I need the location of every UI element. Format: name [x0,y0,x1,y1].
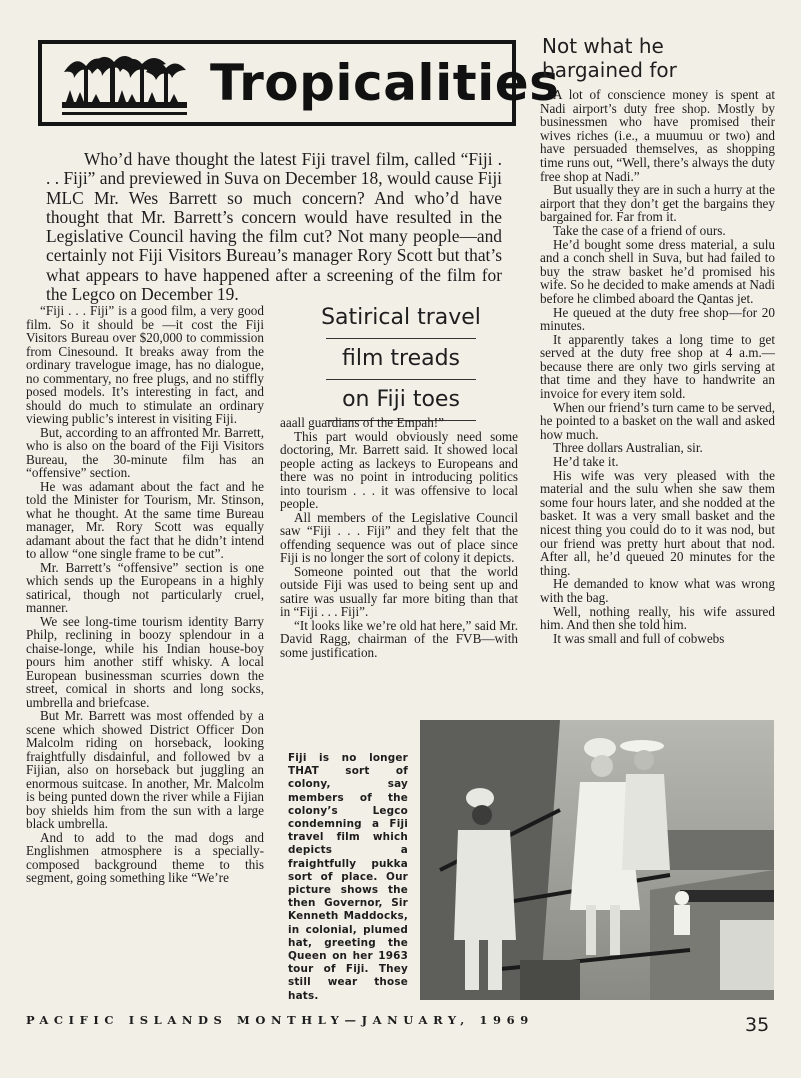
story-headline-bargain: Not what he bargained for [542,34,677,82]
paragraph: He demanded to know what was wrong with the bag. [540,576,775,605]
paragraph: “It looks like we’re old hat here,” said Mr. David Ragg, chairman of the FVB—with some justification. [280,617,518,660]
page-number: 35 [745,1014,770,1036]
publication-footer: PACIFIC ISLANDS MONTHLY—JANUARY, 1969 [26,1013,534,1027]
photo-caption: Fiji is no longer THAT sort of colony, say members of the colony’s Legco condemning a Fiji travel film which depicts a fraightfully pukka sort of place. Our picture shows the then Governor, Sir Kenneth Maddocks, in colonial, plumed hat, greeting the Queen on her 1963 tour of Fiji. They still wear those hats. [288,752,408,1002]
paragraph: Take the case of a friend of ours. [553,222,726,238]
paragraph: But, according to an affronted Mr. Barrett, who is also on the board of the Fiji Visitors Bureau, the 30-minute film has an “offensive” section. [26,424,264,480]
paragraph: Someone pointed out that the world outside Fiji was used to being sent up and satire was usually far more biting than that in “Fiji . . . Fiji”. [280,563,518,619]
masthead-box [38,40,560,126]
story-body-bargain [540,88,775,645]
story-body-mid [280,416,518,659]
headline-rule [326,338,476,339]
paragraph: He’d take it. [553,454,619,470]
paragraph: All members of the Legislative Council saw “Fiji . . . Fiji” and they felt that the offending sequence was out of place since Fiji is no longer the sort of colony it depicts. [280,509,518,565]
intro-paragraph: Who’d have thought the latest Fiji travel film, called “Fiji . . . Fiji” and previewed in Suva on December 18, would cause Fiji MLC Mr. Wes Barrett so much concern? And who’d have thought that Mr. Barrett’s concern would have resulted in the Legislative Council having the film cut? Not many people—and certainly not Fiji Visitors Bureau’s manager Rory Scott but that’s what appears to have happened after a screening of the film for the Legco on December 19. [46,149,502,305]
paragraph: Well, nothing really, his wife assured him. And then she told him. [540,603,775,633]
story-headline-satirical [296,300,506,423]
paragraph: But usually they are in such a hurry at the airport that they don’t get the bargains they bargained for. Far from it. [540,182,775,225]
paragraph: “Fiji . . . Fiji” is a good film, a very good film. So it should be —it cost the Fiji Visitors Bureau over $20,000 to commission from Cinesound. It breaks away from the ordinary travelogue image, has no dialogue, no commentary, no free plugs, and no stiffly posed models. It’s interesting in fact, and should do much to stimulate an ordinary viewing public’s interest in visiting Fiji. [26,303,264,426]
paragraph: When our friend’s turn came to be served, he pointed to a basket on the wall and asked how much. [540,399,775,442]
paragraph: He was adamant about the fact and he told the Minister for Tourism, Mr. Stinson, what he thought. At the same time Bureau manager, Mr. Rory Scott was equally adamant about the fact that he didn’t intend to allow “one single frame to be cut”. [26,478,264,561]
section-title: Tropicalities [210,54,560,112]
paragraph: Three dollars Australian, sir. [553,440,703,456]
paragraph: We see long-time tourism identity Barry Philp, reclining in boozy splendour in a chaise-longe, while his Indian house-boy pours him another stiff whisky. A local European businessman scurries down the street, comical in shorts and long socks, umbrella and briefcase. [26,613,264,710]
paragraph: But Mr. Barrett was most offended by a scene which showed District Officer Don Malcolm riding on horseback, looking fraightfully disdainful, and followed bv a Fijian, also on horseback but juggling an enormous suitcase. In another, Mr. Malcolm is being punted down the river while a Fijian boy shields him from the sun with a large black umbrella. [26,708,264,831]
paragraph: This part would obviously need some doctoring, Mr. Barrett said. It showed local people acting as lackeys to Europeans and there was no point in introducing politics into tourism . . . it was offensive to local people. [280,428,518,511]
headline-line: Satirical travel [321,305,481,330]
paragraph: It was small and full of cobwebs [553,630,725,646]
paragraph: Mr. Barrett’s “offensive” section is one which sends up the Europeans in a highly satirical, though not particularly cruel, manner. [26,559,264,615]
paragraph: And to add to the mad dogs and Englishmen atmosphere is a specially-composed background theme to this segment, going something like “We’re [26,829,264,885]
story-body-left [26,304,264,885]
photo-illustration [420,720,774,1000]
headline-line: film treads [341,346,461,371]
headline-line: on Fiji toes [342,387,460,412]
headline-rule [326,379,476,380]
paragraph: His wife was very pleased with the material and the sulu when she saw them some four hours later, and she nodded at the basket. It was a very small basket and the nicest thing you could do to it was nod, but our friend was pretty hurt about that nod. After all, he’d queued 20 minutes for the thing. [540,467,775,578]
paragraph: A lot of conscience money is spent at Nadi airport’s duty free shop. Mostly by businessmen who have promised their wives riches (i.e., a muumuu or two) and have persuaded themselves, as shopping time runs out, “Well, there’s always the duty free shop at Nadi.” [540,87,775,184]
palm-trees-logo [62,50,187,120]
photo-governor-queen [420,720,774,1000]
paragraph: aaall guardians of the Empah!” [280,415,445,430]
paragraph: It apparently takes a long time to get served at the duty free shop at 4 a.m.—because there are only two girls serving at that time and they have to handwrite an invoice for every item sold. [540,331,775,402]
paragraph: He’d bought some dress material, a sulu and a conch shell in Suva, but had failed to buy the straw basket he’d promised his wife. So he decided to make amends at Nadi before he climbed aboard the Qantas jet. [540,236,775,306]
paragraph: He queued at the duty free shop—for 20 minutes. [540,304,775,334]
